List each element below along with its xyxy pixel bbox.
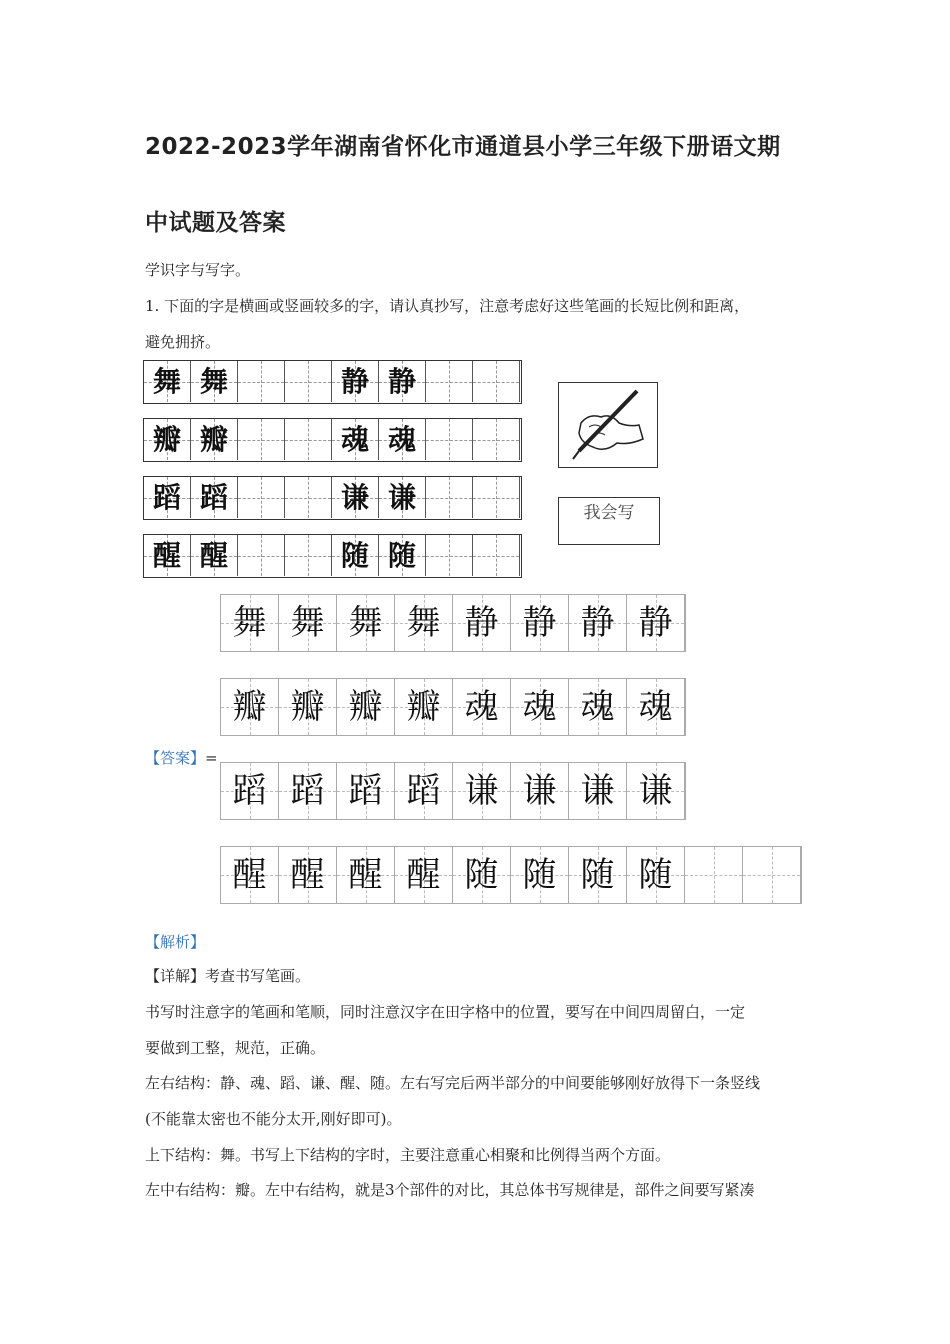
grid-character: 蹈 <box>152 481 181 514</box>
answer-cell <box>627 847 685 903</box>
answer-character: 舞 <box>232 603 267 643</box>
grid-cell <box>426 361 473 402</box>
question-text-1: 1. 下面的字是横画或竖画较多的字，请认真抄写，注意考虑好这些笔画的长短比例和距离， <box>145 297 750 315</box>
answer-character: 静 <box>464 603 499 643</box>
answer-cell <box>743 847 801 903</box>
answer-cell <box>337 763 395 819</box>
analysis-p1a: 书写时注意字的笔画和笔顺，同时注意汉字在田字格中的位置，要写在中间四周留白，一定 <box>145 1003 746 1021</box>
answer-character: 魂 <box>464 687 499 727</box>
answer-character: 谦 <box>522 771 557 811</box>
grid-cell <box>285 361 332 402</box>
grid-cell <box>144 535 191 576</box>
question-grid-row <box>143 476 522 520</box>
grid-character: 舞 <box>199 365 228 398</box>
grid-character: 魂 <box>340 423 369 456</box>
answer-character: 蹈 <box>348 771 383 811</box>
grid-cell <box>144 477 191 518</box>
answer-grid-row <box>220 594 686 652</box>
detail-line <box>145 966 815 986</box>
answer-cell <box>279 595 337 651</box>
detail-tag: 【详解】 <box>145 967 206 985</box>
answer-cell <box>627 679 685 735</box>
grid-cell <box>332 535 379 576</box>
answer-cell <box>511 595 569 651</box>
grid-cell <box>473 535 520 576</box>
page-title-line1: 2022-2023学年湖南省怀化市通道县小学三年级下册语文期 <box>145 134 781 160</box>
question-grid-row <box>143 418 522 462</box>
page-title-line2: 中试题及答案 <box>145 210 286 236</box>
answer-cell <box>453 595 511 651</box>
answer-character: 静 <box>580 603 615 643</box>
detail-text: 考查书写笔画。 <box>205 967 311 985</box>
grid-cell <box>332 477 379 518</box>
grid-cell <box>379 535 426 576</box>
answer-character: 谦 <box>464 771 499 811</box>
answer-character: 醒 <box>406 855 441 895</box>
grid-cell <box>238 419 285 460</box>
answer-grid-row <box>220 762 686 820</box>
answer-character: 随 <box>464 855 499 895</box>
answer-cell <box>453 763 511 819</box>
answer-character: 蹈 <box>290 771 325 811</box>
answer-character: 随 <box>638 855 673 895</box>
answer-cell <box>279 763 337 819</box>
hand-pencil-icon <box>559 383 656 466</box>
grid-cell <box>332 361 379 402</box>
grid-cell <box>238 477 285 518</box>
answer-suffix: = <box>205 749 218 767</box>
analysis-tag: 【解析】 <box>145 933 206 951</box>
answer-cell <box>337 847 395 903</box>
grid-cell <box>379 419 426 460</box>
grid-cell <box>144 361 191 402</box>
answer-cell <box>221 595 279 651</box>
question-grid-row <box>143 360 522 404</box>
question-text-2: 避免拥挤。 <box>145 333 221 351</box>
grid-character: 瓣 <box>199 423 228 456</box>
grid-character: 魂 <box>387 423 416 456</box>
grid-cell <box>426 477 473 518</box>
answer-character: 静 <box>522 603 557 643</box>
grid-character: 舞 <box>152 365 181 398</box>
grid-character: 静 <box>387 365 416 398</box>
answer-character: 舞 <box>348 603 383 643</box>
analysis-p2b: (不能靠太密也不能分太开,刚好即可)。 <box>145 1110 402 1128</box>
grid-cell <box>379 361 426 402</box>
analysis-p1b: 要做到工整，规范，正确。 <box>145 1039 326 1057</box>
answer-cell <box>221 679 279 735</box>
grid-cell <box>332 419 379 460</box>
grid-cell <box>426 419 473 460</box>
answer-cell <box>627 763 685 819</box>
answer-cell <box>337 595 395 651</box>
write-label-box: 我会写 <box>558 497 660 545</box>
question-grid-row <box>143 534 522 578</box>
answer-cell <box>279 679 337 735</box>
grid-character: 静 <box>340 365 369 398</box>
answer-cell <box>511 847 569 903</box>
grid-cell <box>473 361 520 402</box>
answer-character: 随 <box>522 855 557 895</box>
answer-cell <box>453 847 511 903</box>
answer-character: 舞 <box>406 603 441 643</box>
answer-character: 谦 <box>580 771 615 811</box>
grid-cell <box>238 535 285 576</box>
answer-cell <box>511 679 569 735</box>
answer-cell <box>395 679 453 735</box>
answer-cell <box>511 763 569 819</box>
answer-cell <box>569 847 627 903</box>
answer-character: 谦 <box>638 771 673 811</box>
answer-character: 魂 <box>522 687 557 727</box>
answer-cell <box>395 847 453 903</box>
section-heading: 学识字与写字。 <box>145 261 251 279</box>
answer-cell <box>337 679 395 735</box>
answer-cell <box>627 595 685 651</box>
grid-character: 蹈 <box>199 481 228 514</box>
grid-cell <box>285 477 332 518</box>
answer-character: 瓣 <box>232 687 267 727</box>
answer-cell <box>221 763 279 819</box>
answer-character: 蹈 <box>406 771 441 811</box>
answer-character: 醒 <box>348 855 383 895</box>
answer-character: 瓣 <box>290 687 325 727</box>
answer-cell <box>569 679 627 735</box>
grid-cell <box>191 361 238 402</box>
answer-cell <box>685 847 743 903</box>
answer-grid-row <box>220 678 686 736</box>
answer-character: 醒 <box>232 855 267 895</box>
grid-cell <box>191 477 238 518</box>
answer-label <box>145 748 815 768</box>
grid-character: 谦 <box>340 481 369 514</box>
answer-cell <box>569 595 627 651</box>
answer-cell <box>221 847 279 903</box>
grid-cell <box>238 361 285 402</box>
answer-character: 蹈 <box>232 771 267 811</box>
grid-cell <box>191 535 238 576</box>
grid-character: 醒 <box>199 539 228 572</box>
answer-cell <box>569 763 627 819</box>
answer-character: 静 <box>638 603 673 643</box>
grid-cell <box>285 535 332 576</box>
grid-cell <box>285 419 332 460</box>
grid-character: 瓣 <box>152 423 181 456</box>
answer-cell <box>453 679 511 735</box>
analysis-p4: 左中右结构：瓣。左中右结构，就是3个部件的对比，其总体书写规律是，部件之间要写紧凑 <box>145 1181 755 1199</box>
answer-cell <box>395 595 453 651</box>
answer-cell <box>395 763 453 819</box>
grid-cell <box>426 535 473 576</box>
hand-writing-illustration <box>558 382 658 468</box>
grid-cell <box>473 419 520 460</box>
grid-cell <box>144 419 191 460</box>
answer-character: 随 <box>580 855 615 895</box>
analysis-p3: 上下结构：舞。书写上下结构的字时，主要注意重心相聚和比例得当两个方面。 <box>145 1146 671 1164</box>
answer-character: 魂 <box>580 687 615 727</box>
grid-character: 谦 <box>387 481 416 514</box>
answer-grid-row <box>220 846 802 904</box>
grid-cell <box>473 477 520 518</box>
answer-tag: 【答案】 <box>145 749 206 767</box>
answer-character: 魂 <box>638 687 673 727</box>
grid-cell <box>191 419 238 460</box>
answer-character: 瓣 <box>406 687 441 727</box>
grid-character: 随 <box>387 539 416 572</box>
grid-character: 醒 <box>152 539 181 572</box>
grid-cell <box>379 477 426 518</box>
answer-character: 醒 <box>290 855 325 895</box>
answer-character: 舞 <box>290 603 325 643</box>
answer-character: 瓣 <box>348 687 383 727</box>
answer-cell <box>279 847 337 903</box>
analysis-p2a: 左右结构：静、魂、蹈、谦、醒、随。左右写完后两半部分的中间要能够刚好放得下一条竖线 <box>145 1074 761 1092</box>
grid-character: 随 <box>340 539 369 572</box>
